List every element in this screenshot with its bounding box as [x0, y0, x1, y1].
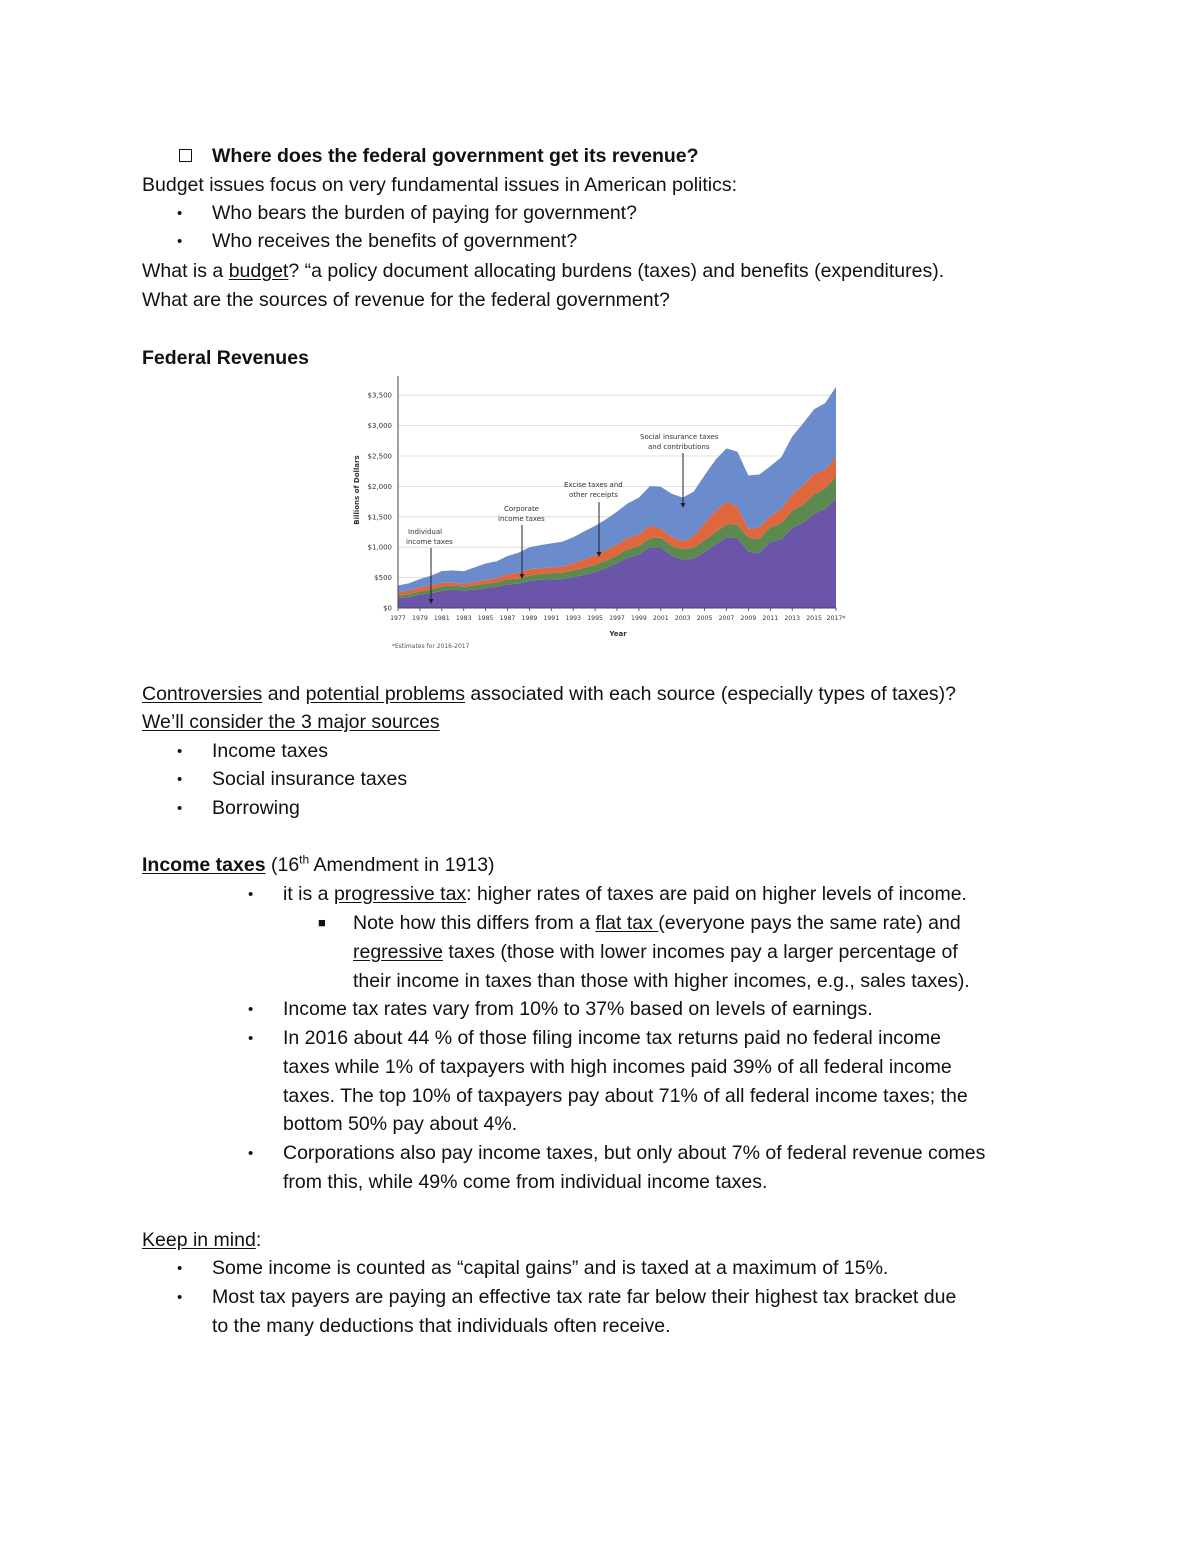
keep-bullet-line: to the many deductions that individuals often receive. [212, 1315, 671, 1337]
keep-in-mind-term: Keep in mind [142, 1229, 256, 1251]
consider-line: We’ll consider the 3 major sources [142, 711, 440, 733]
stats-bullet-line: bottom 50% pay about 4%. [283, 1113, 518, 1135]
bullet-icon: • [248, 1001, 254, 1018]
chart-y-ticks [368, 392, 393, 613]
bullet-icon: • [248, 886, 254, 903]
y-tick-label: $0 [383, 604, 392, 613]
corporations-bullet-line: Corporations also pay income taxes, but only about 7% of federal revenue comes [283, 1142, 986, 1164]
corporations-bullet-line: from this, while 49% come from individual income taxes. [283, 1171, 768, 1193]
budget-prefix: What is a [142, 260, 229, 282]
x-tick-label: 2003 [674, 615, 691, 622]
y-tick-label: $3,500 [367, 391, 392, 400]
controversies-mid: and [262, 683, 306, 705]
annotation-corporate-label-2: income taxes [498, 515, 545, 523]
y-tick-label: $2,500 [367, 452, 392, 461]
x-tick-label: 1995 [587, 615, 603, 622]
keep-bullet-line: Some income is counted as “capital gains” and is taxed at a maximum of 15%. [212, 1257, 889, 1279]
bullet-icon: • [177, 205, 183, 222]
regressive-rest: taxes (those with lower incomes pay a larger percentage of [442, 941, 958, 963]
controversies-rest: associated with each source (especially types of taxes)? [465, 683, 957, 705]
progressive-rest: : higher rates of taxes are paid on higher levels of income. [466, 883, 967, 905]
x-tick-label: 1991 [543, 615, 560, 622]
regressive-term: regressive [353, 941, 443, 963]
bullet-icon: • [248, 1030, 254, 1047]
x-tick-label: 2011 [762, 615, 779, 622]
checkbox-icon [179, 149, 192, 162]
y-tick-label: $3,000 [367, 422, 392, 431]
stats-bullet-line: In 2016 about 44 % of those filing income tax returns paid no federal income [283, 1027, 941, 1049]
income-taxes-paren: (16 [265, 854, 300, 876]
y-tick-label: $1,000 [367, 543, 392, 552]
sources-question: What are the sources of revenue for the federal government? [142, 289, 670, 311]
bullet-icon: • [177, 1260, 183, 1277]
bullet-icon: • [177, 743, 183, 760]
progressive-prefix: it is a [283, 883, 334, 905]
square-bullet-icon: ■ [318, 915, 326, 930]
federal-revenues-chart [350, 368, 850, 654]
federal-revenues-title: Federal Revenues [142, 347, 309, 369]
bullet-icon: • [248, 1145, 254, 1162]
annotation-excise-label: Excise taxes and [564, 481, 623, 489]
x-tick-label: 1999 [631, 615, 647, 622]
stats-bullet-line: taxes while 1% of taxpayers with high incomes paid 39% of all federal income [283, 1056, 952, 1078]
x-tick-label: 1987 [499, 615, 516, 622]
page-heading: Where does the federal government get its revenue? [212, 145, 699, 167]
x-tick-label: 1997 [609, 615, 625, 622]
income-taxes-title: Income taxes [142, 854, 266, 876]
budget-definition [142, 257, 944, 285]
potential-problems-term: potential problems [305, 683, 466, 705]
annotation-social-label-2: and contributions [648, 443, 710, 451]
bullet-icon: • [177, 800, 183, 817]
major-source-item: Borrowing [212, 797, 300, 819]
regressive-line-2: their income in taxes than those with higher incomes, e.g., sales taxes). [353, 970, 970, 992]
major-source-item: Social insurance taxes [212, 768, 408, 790]
flat-prefix: Note how this differs from a [353, 912, 596, 934]
flat-rest: (everyone pays the same rate) and [658, 912, 961, 934]
bullet-icon: • [177, 1289, 183, 1306]
x-tick-label: 1977 [390, 615, 406, 622]
x-tick-label: 2009 [740, 615, 757, 622]
income-taxes-paren-rest: Amendment in 1913) [309, 854, 495, 876]
keep-in-mind-heading [142, 1226, 261, 1254]
chart-footnote: *Estimates for 2016-2017 [392, 643, 470, 650]
intro-bullet: Who bears the burden of paying for government? [212, 202, 637, 224]
x-tick-label: 1981 [433, 615, 450, 622]
x-tick-label: 1993 [565, 615, 582, 622]
annotation-excise-label-2: other receipts [569, 491, 618, 499]
y-tick-label: $500 [374, 574, 392, 583]
keep-in-mind-colon: : [255, 1229, 262, 1251]
x-tick-label: 2001 [652, 615, 669, 622]
annotation-individual-label: Individual [408, 528, 443, 536]
chart-xlabel: Year [609, 630, 627, 638]
annotation-individual-label-2: income taxes [406, 538, 453, 546]
budget-term: budget [228, 260, 289, 282]
chart-x-ticks [390, 608, 845, 622]
progressive-term: progressive tax [333, 883, 467, 905]
x-tick-label: 2005 [696, 615, 713, 622]
income-taxes-heading [142, 851, 495, 879]
annotation-corporate-label: Corporate [504, 505, 539, 513]
income-bullet-progressive [283, 880, 967, 908]
x-tick-label: 1985 [477, 615, 494, 622]
x-tick-label: 2007 [718, 615, 735, 622]
y-tick-label: $2,000 [367, 482, 392, 491]
x-tick-label: 1989 [521, 615, 538, 622]
bullet-icon: • [177, 233, 183, 250]
budget-rest: ? “a policy document allocating burdens (taxes) and benefits (expenditures). [288, 260, 945, 282]
annotation-social-label: Social insurance taxes [640, 433, 719, 441]
tax-rates-bullet: Income tax rates vary from 10% to 37% based on levels of earnings. [283, 998, 873, 1020]
stats-bullet-line: taxes. The top 10% of taxpayers pay about 71% of all federal income taxes; the [283, 1085, 968, 1107]
major-source-item: Income taxes [212, 740, 328, 762]
x-tick-label: 2017* [826, 615, 846, 622]
controversies-line [142, 680, 956, 708]
chart-ylabel: Billions of Dollars [353, 455, 361, 525]
regressive-line [353, 938, 958, 966]
x-tick-label: 1983 [455, 615, 472, 622]
income-taxes-sup: th [299, 852, 310, 867]
flat-tax-line [353, 909, 961, 937]
intro-bullet: Who receives the benefits of government? [212, 230, 578, 252]
keep-bullet-line: Most tax payers are paying an effective tax rate far below their highest tax bracket due [212, 1286, 957, 1308]
bullet-icon: • [177, 771, 183, 788]
controversies-term: Controversies [142, 683, 263, 705]
x-tick-label: 2013 [784, 615, 801, 622]
y-tick-label: $1,500 [367, 513, 392, 522]
intro-text: Budget issues focus on very fundamental issues in American politics: [142, 174, 738, 196]
flat-tax-term: flat tax [595, 912, 659, 934]
x-tick-label: 2015 [806, 615, 822, 622]
x-tick-label: 1979 [412, 615, 428, 622]
